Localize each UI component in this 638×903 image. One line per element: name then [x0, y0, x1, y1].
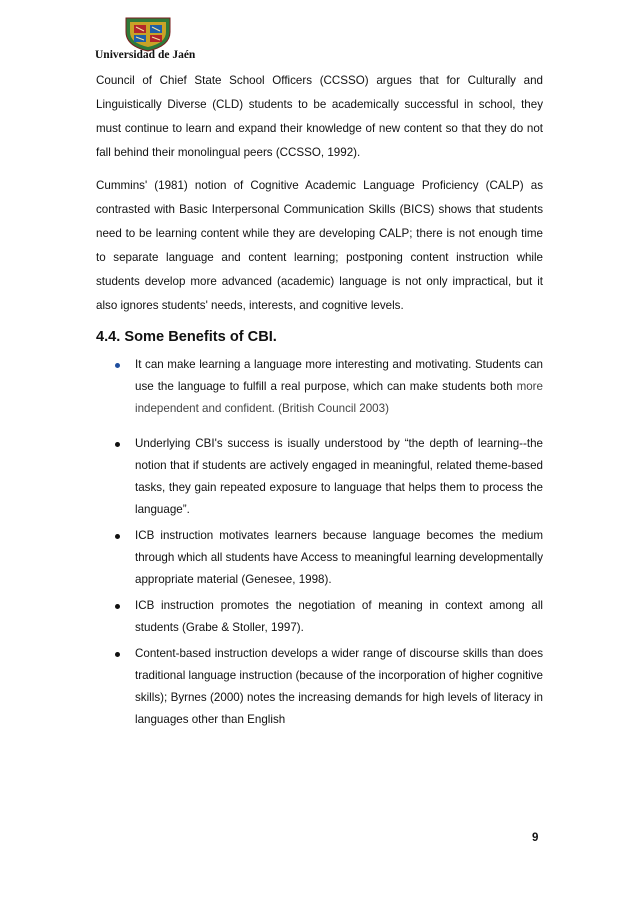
- benefits-list: [96, 354, 543, 731]
- paragraph-ccsso: Council of Chief State School Officers (CCSSO) argues that for Culturally and Linguistically Diverse (CLD) students to be academically successful in school, they must continue to learn and expand their knowledge of new content so that they do not fall behind their monolingual peers (CCSSO, 1992).: [96, 74, 543, 159]
- bullet-text: ICB instruction promotes the negotiation of meaning in context among all students (Grabe & Stoller, 1997).: [135, 599, 543, 634]
- bullet-icon: [115, 604, 120, 609]
- bullet-citation: more independent and confident. (British Council 2003): [135, 380, 543, 415]
- page-number: 9: [532, 832, 539, 844]
- list-item: [96, 433, 543, 521]
- paragraph-cummins: Cummins' (1981) notion of Cognitive Academic Language Proficiency (CALP) as contrasted with Basic Interpersonal Communication Skills (BICS) shows that students need to be learning content while they are developing CALP; there is not enough time to separate language and content learning; postponing content instruction while students develop more advanced (academic) language is not only impractical, but it also ignores students' needs, interests, and cognitive levels.: [96, 179, 543, 312]
- bullet-icon: [115, 442, 120, 447]
- university-seal-logo: [122, 14, 174, 52]
- university-name: Universidad de Jaén: [95, 49, 196, 61]
- bullet-text: Underlying CBI's success is isually understood by “the depth of learning--the notion that if students are actively engaged in meaningful, related theme-based tasks, they gain repeated exposure to language that helps them to process the language”.: [135, 437, 543, 516]
- section-heading: 4.4. Some Benefits of CBI.: [96, 329, 277, 345]
- bullet-text: Content-based instruction develops a wider range of discourse skills than does traditional language instruction (because of the incorporation of higher cognitive skills); Byrnes (2000) notes the increasing demands for high levels of literacy in languages other than English: [135, 647, 543, 726]
- bullet-text: ICB instruction motivates learners because language becomes the medium through which all students have Access to meaningful learning developmentally appropriate material (Genesee, 1998).: [135, 529, 543, 586]
- bullet-icon: [115, 534, 120, 539]
- bullet-text: It can make learning a language more interesting and motivating. Students can use the language to fulfill a real purpose, which can make students both: [135, 358, 543, 393]
- list-item: [96, 595, 543, 639]
- bullet-icon: [115, 652, 120, 657]
- list-item: [96, 643, 543, 731]
- list-item: [96, 354, 543, 420]
- bullet-icon: [115, 363, 120, 368]
- list-item: [96, 525, 543, 591]
